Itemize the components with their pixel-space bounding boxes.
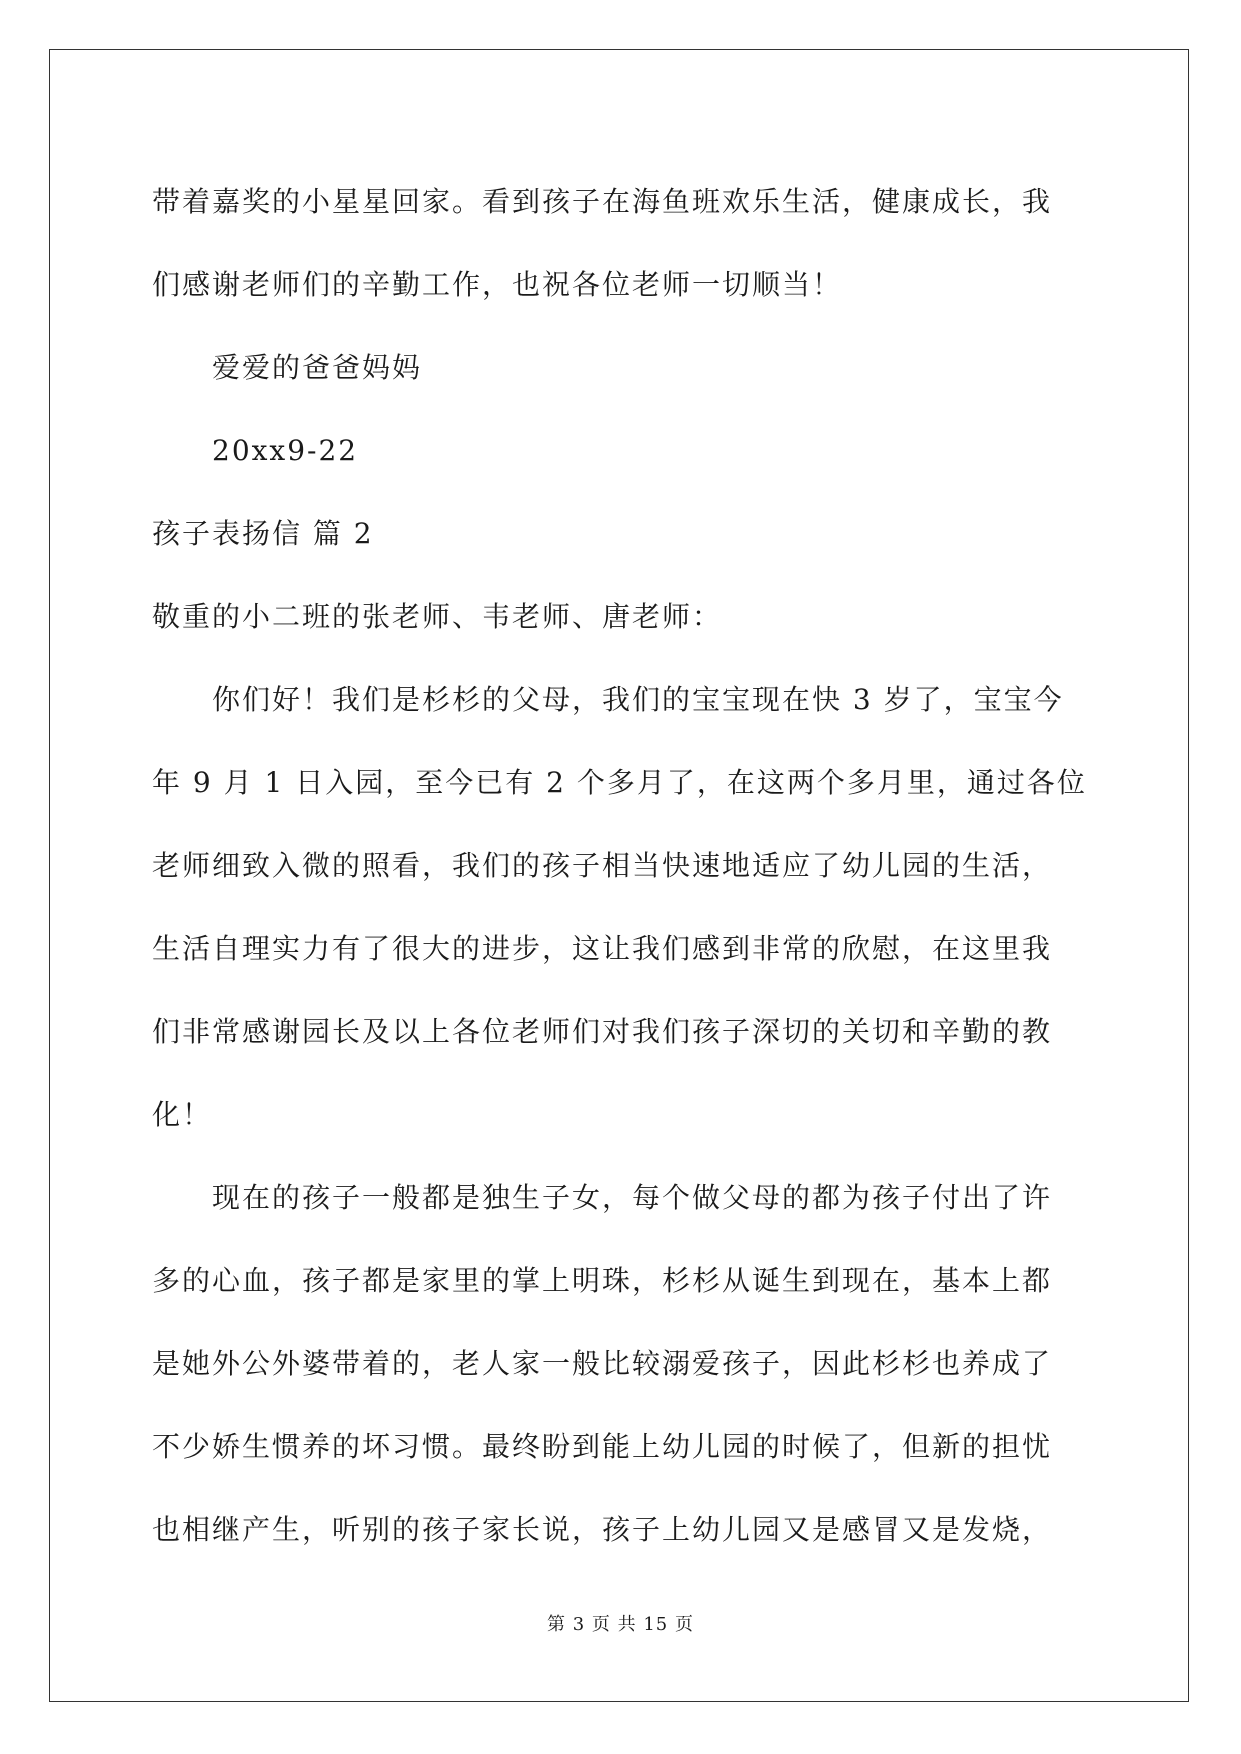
text-line: 是她外公外婆带着的，老人家一般比较溺爱孩子，因此杉杉也养成了	[152, 1347, 1053, 1380]
text-line: 们感谢老师们的辛勤工作，也祝各位老师一切顺当！	[152, 268, 843, 301]
text-line: 不少娇生惯养的坏习惯。最终盼到能上幼儿园的时候了，但新的担忧	[152, 1430, 1053, 1463]
text-line: 也相继产生，听别的孩子家长说，孩子上幼儿园又是感冒又是发烧，	[152, 1513, 1053, 1546]
section-heading: 孩子表扬信 篇 2	[152, 517, 374, 550]
document-body	[152, 160, 1088, 1571]
text-line: 现在的孩子一般都是独生子女，每个做父母的都为孩子付出了许	[212, 1181, 1053, 1214]
text-line: 化！	[152, 1098, 213, 1131]
text-line: 年 9 月 1 日入园，至今已有 2 个多月了，在这两个多月里，通过各位	[152, 766, 1087, 799]
date-line: 20xx9-22	[212, 434, 359, 467]
signature-line: 爱爱的爸爸妈妈	[212, 351, 423, 384]
text-line: 老师细致入微的照看，我们的孩子相当快速地适应了幼儿园的生活，	[152, 849, 1053, 882]
text-line: 带着嘉奖的小星星回家。看到孩子在海鱼班欢乐生活，健康成长，我	[152, 185, 1053, 218]
text-line: 生活自理实力有了很大的进步，这让我们感到非常的欣慰，在这里我	[152, 932, 1053, 965]
text-line: 多的心血，孩子都是家里的掌上明珠，杉杉从诞生到现在，基本上都	[152, 1264, 1053, 1297]
page-number: 第 3 页 共 15 页	[547, 1614, 694, 1635]
text-line: 你们好！我们是杉杉的父母，我们的宝宝现在快 3 岁了，宝宝今	[212, 683, 1064, 716]
text-line: 们非常感谢园长及以上各位老师们对我们孩子深切的关切和辛勤的教	[152, 1015, 1053, 1048]
salutation-line: 敬重的小二班的张老师、韦老师、唐老师：	[152, 600, 723, 633]
